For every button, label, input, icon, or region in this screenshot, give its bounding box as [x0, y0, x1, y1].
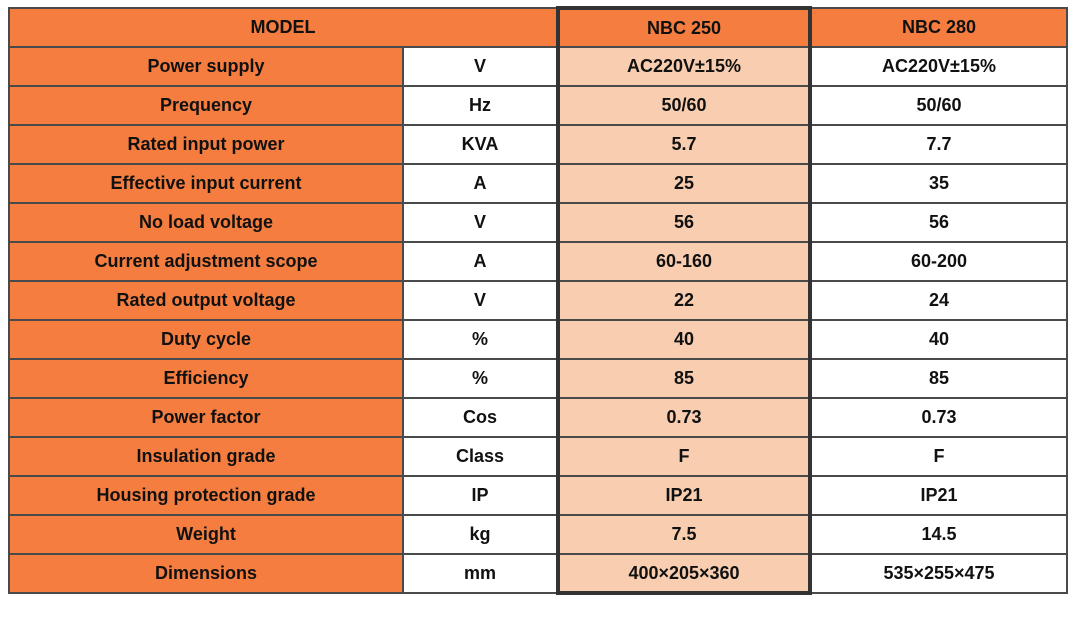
- unit-label: mm: [403, 554, 558, 593]
- nbc-280-value: 14.5: [810, 515, 1067, 554]
- nbc-250-value: 22: [558, 281, 810, 320]
- unit-label: kg: [403, 515, 558, 554]
- spec-table: [8, 6, 1068, 595]
- model-nbc-250-header: NBC 250: [558, 8, 810, 47]
- nbc-250-value: 85: [558, 359, 810, 398]
- unit-label: IP: [403, 476, 558, 515]
- nbc-250-value: 50/60: [558, 86, 810, 125]
- table-row: [9, 515, 1067, 554]
- param-label: Power supply: [9, 47, 403, 86]
- nbc-250-value: F: [558, 437, 810, 476]
- param-label: Rated output voltage: [9, 281, 403, 320]
- param-label: Effective input current: [9, 164, 403, 203]
- table-header-row: [9, 8, 1067, 47]
- param-label: Weight: [9, 515, 403, 554]
- table-row: [9, 281, 1067, 320]
- param-label: Power factor: [9, 398, 403, 437]
- nbc-250-value: 25: [558, 164, 810, 203]
- nbc-280-value: AC220V±15%: [810, 47, 1067, 86]
- nbc-280-value: IP21: [810, 476, 1067, 515]
- model-nbc-280-header: NBC 280: [810, 8, 1067, 47]
- nbc-250-value: IP21: [558, 476, 810, 515]
- table-row: [9, 320, 1067, 359]
- nbc-250-value: 40: [558, 320, 810, 359]
- param-label: Insulation grade: [9, 437, 403, 476]
- nbc-250-value: AC220V±15%: [558, 47, 810, 86]
- nbc-280-value: 535×255×475: [810, 554, 1067, 593]
- table-row: [9, 476, 1067, 515]
- param-label: Dimensions: [9, 554, 403, 593]
- model-label: MODEL: [9, 8, 558, 47]
- unit-label: V: [403, 47, 558, 86]
- param-label: Duty cycle: [9, 320, 403, 359]
- unit-label: Hz: [403, 86, 558, 125]
- unit-label: %: [403, 359, 558, 398]
- nbc-250-value: 400×205×360: [558, 554, 810, 593]
- param-label: Current adjustment scope: [9, 242, 403, 281]
- nbc-280-value: 50/60: [810, 86, 1067, 125]
- nbc-250-value: 0.73: [558, 398, 810, 437]
- nbc-250-value: 5.7: [558, 125, 810, 164]
- table-row: [9, 242, 1067, 281]
- unit-label: Cos: [403, 398, 558, 437]
- nbc-280-value: 85: [810, 359, 1067, 398]
- unit-label: A: [403, 242, 558, 281]
- unit-label: %: [403, 320, 558, 359]
- table-row: [9, 437, 1067, 476]
- param-label: Housing protection grade: [9, 476, 403, 515]
- nbc-280-value: 56: [810, 203, 1067, 242]
- table-row: [9, 86, 1067, 125]
- nbc-280-value: 7.7: [810, 125, 1067, 164]
- param-label: Efficiency: [9, 359, 403, 398]
- unit-label: V: [403, 203, 558, 242]
- nbc-250-value: 56: [558, 203, 810, 242]
- nbc-280-value: 40: [810, 320, 1067, 359]
- param-label: No load voltage: [9, 203, 403, 242]
- table-row: [9, 125, 1067, 164]
- table-row: [9, 164, 1067, 203]
- table-row: [9, 203, 1067, 242]
- param-label: Prequency: [9, 86, 403, 125]
- param-label: Rated input power: [9, 125, 403, 164]
- nbc-280-value: 60-200: [810, 242, 1067, 281]
- unit-label: KVA: [403, 125, 558, 164]
- table-row: [9, 47, 1067, 86]
- nbc-250-value: 60-160: [558, 242, 810, 281]
- nbc-280-value: 35: [810, 164, 1067, 203]
- nbc-280-value: 0.73: [810, 398, 1067, 437]
- table-row: [9, 359, 1067, 398]
- table-row: [9, 398, 1067, 437]
- nbc-250-value: 7.5: [558, 515, 810, 554]
- unit-label: V: [403, 281, 558, 320]
- nbc-280-value: F: [810, 437, 1067, 476]
- unit-label: Class: [403, 437, 558, 476]
- unit-label: A: [403, 164, 558, 203]
- nbc-280-value: 24: [810, 281, 1067, 320]
- table-row: [9, 554, 1067, 593]
